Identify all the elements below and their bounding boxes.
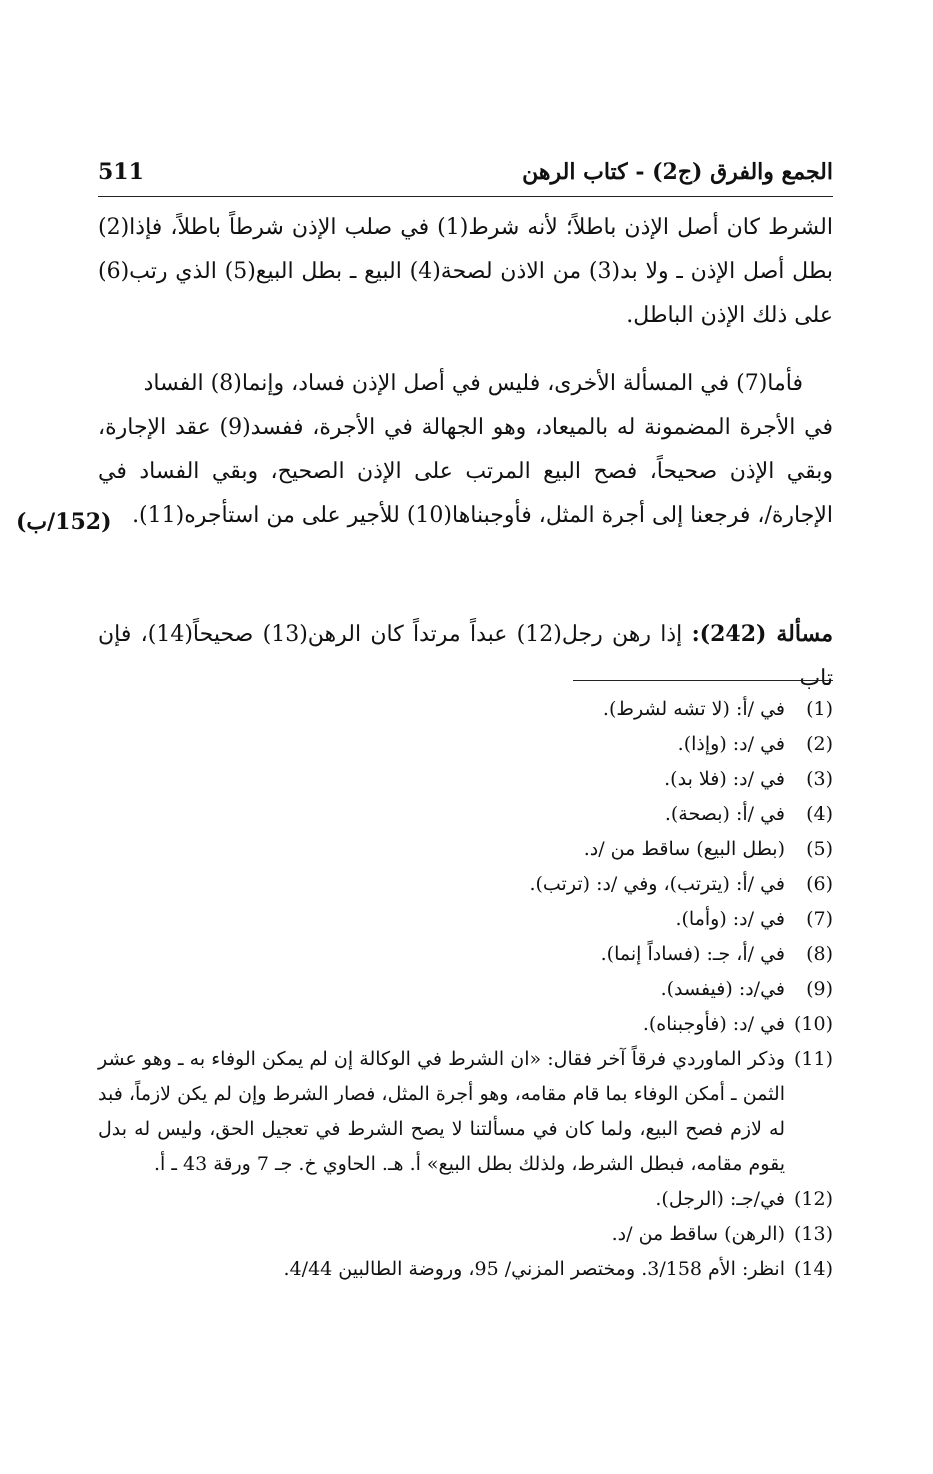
footnote-number: (5) bbox=[806, 838, 833, 860]
footnotes bbox=[98, 692, 833, 1287]
footnote bbox=[98, 1252, 833, 1287]
paragraph-2-first-line: فأما(7) في المسألة الأخرى، فليس في أصل الإذن فساد، وإنما(8) الفساد bbox=[143, 371, 803, 396]
footnote bbox=[98, 692, 833, 727]
footnote-number: (11) bbox=[793, 1048, 833, 1070]
footnote-number: (7) bbox=[806, 908, 833, 930]
page-header bbox=[98, 156, 833, 197]
footnote-text: في /د: (وأما). bbox=[675, 908, 785, 930]
footnote-number: (12) bbox=[793, 1188, 833, 1210]
footnote-text: في /د: (فلا بد). bbox=[664, 768, 785, 790]
issue-text: إذا رهن رجل(12) عبداً مرتداً كان الرهن(13) صحيحاً(14)، فإن تاب bbox=[98, 622, 833, 691]
footnote-number: (6) bbox=[806, 873, 833, 895]
footnote-number: (2) bbox=[806, 733, 833, 755]
paragraph-2 bbox=[98, 362, 833, 538]
paragraph-2-rest: في الأجرة المضمونة له بالميعاد، وهو الجهالة في الأجرة، ففسد(9) عقد الإجارة، وبقي الإذن صحيحاً، فصح البيع المرتب على الإذن الصحيح، وبقي الفساد في الإجارة/، فرجعنا إلى أجرة المثل، فأوجبناها(10) للأجير على من استأجره(11). bbox=[98, 415, 833, 528]
footnote bbox=[98, 1217, 833, 1252]
footnote-text: في/جـ: (الرجل). bbox=[655, 1188, 785, 1210]
footnote-text: (الرهن) ساقط من /د. bbox=[611, 1223, 785, 1245]
footnote-number: (8) bbox=[806, 943, 833, 965]
footnote bbox=[98, 972, 833, 1007]
footnote-text: في /أ: (لا تشه لشرط). bbox=[602, 698, 785, 720]
footnote bbox=[98, 762, 833, 797]
footnote-number: (4) bbox=[806, 803, 833, 825]
footnote-number: (3) bbox=[806, 768, 833, 790]
paragraph-1: الشرط كان أصل الإذن باطلاً؛ لأنه شرط(1) في صلب الإذن شرطاً باطلاً، فإذا(2) بطل أصل الإذن ـ ولا بد(3) من الاذن لصحة(4) البيع ـ بطل البيع(5) الذي رتب(6) على ذلك الإذن الباطل. bbox=[98, 215, 833, 328]
footnote bbox=[98, 832, 833, 867]
footnote bbox=[98, 1182, 833, 1217]
footnote-text: وذكر الماوردي فرقاً آخر فقال: «ان الشرط في الوكالة إن لم يمكن الوفاء به ـ وهو عشر الثمن ـ أمكن الوفاء بما قام مقامه، وهو أجرة المثل، فصار الشرط وإن لم يكن لازماً، فبد له لازم فصح البيع، ولما كان في مسألتنا لا يصح الشرط في تعجيل الحق، وليس له بدل يقوم مقامه، فبطل الشرط، ولذلك بطل البيع» أ. هـ. الحاوي خ. جـ 7 ورقة 43 ـ أ. bbox=[98, 1048, 785, 1175]
footnote-number: (10) bbox=[793, 1013, 833, 1035]
footnote-text: (بطل البيع) ساقط من /د. bbox=[583, 838, 785, 860]
footnote-number: (14) bbox=[793, 1258, 833, 1280]
issue-paragraph bbox=[98, 612, 833, 701]
footnote bbox=[98, 902, 833, 937]
footnote-text: في /د: (وإذا). bbox=[677, 733, 785, 755]
manuscript-folio-marker: (152/ب) bbox=[16, 509, 112, 535]
footnote bbox=[98, 1007, 833, 1042]
issue-label: مسألة (242): bbox=[691, 621, 833, 647]
footnote bbox=[98, 867, 833, 902]
footnote-number: (13) bbox=[793, 1223, 833, 1245]
running-title: الجمع والفرق (ج2) - كتاب الرهن bbox=[522, 159, 833, 185]
page-number: 511 bbox=[98, 159, 144, 185]
footnote-text: في /د: (فأوجبناه). bbox=[642, 1013, 785, 1035]
footnote bbox=[98, 797, 833, 832]
footnote-text: في /أ: (بصحة). bbox=[664, 803, 785, 825]
footnote-text: انظر: الأم 3/158. ومختصر المزني/ 95، وروضة الطالبين 4/44. bbox=[283, 1258, 785, 1280]
footnote-number: (9) bbox=[806, 978, 833, 1000]
footnote-number: (1) bbox=[806, 698, 833, 720]
footnote-separator bbox=[573, 680, 833, 681]
footnote bbox=[98, 937, 833, 972]
footnote-text: في/د: (فيفسد). bbox=[660, 978, 785, 1000]
footnote bbox=[98, 727, 833, 762]
footnote-text: في /أ: (يترتب)، وفي /د: (ترتب). bbox=[529, 873, 785, 895]
footnote bbox=[98, 1042, 833, 1182]
footnote-text: في /أ، جـ: (فساداً إنما). bbox=[600, 943, 785, 965]
